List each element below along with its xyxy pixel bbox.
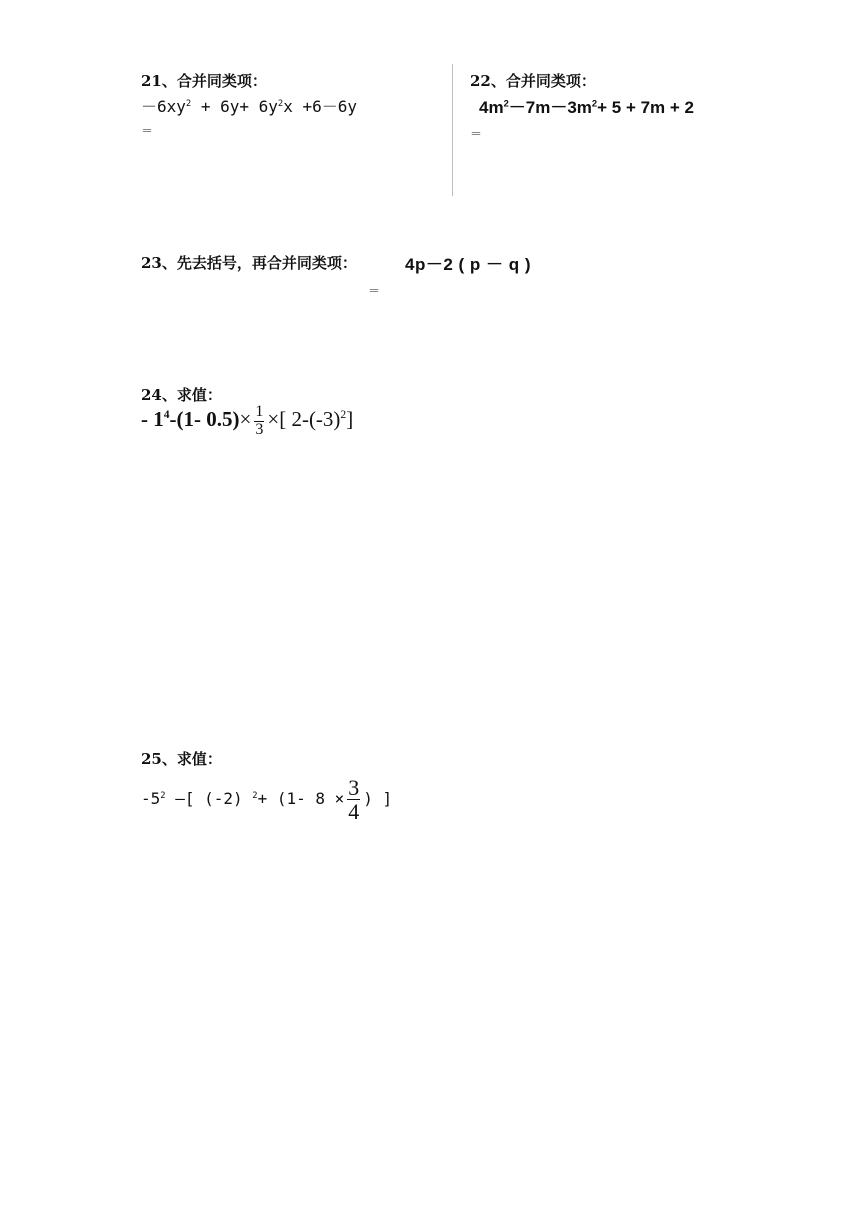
q24-expr-part: -(1- 0.5)	[169, 407, 240, 432]
q22-equals: ＝	[470, 127, 483, 141]
q25-expr-part: + (1- 8 ×	[257, 789, 345, 809]
q25-expr-part: –[ (-2)	[165, 789, 253, 809]
q24-fraction-numerator: 1	[255, 403, 264, 420]
q25-exponent: 2	[252, 790, 258, 801]
q21-expression	[141, 94, 357, 117]
q22-exponent: 2	[591, 98, 598, 109]
q25-exponent: 2	[160, 790, 166, 801]
q23-expression: 4p－2 ( p － q )	[405, 255, 531, 274]
q25-expression	[141, 776, 392, 823]
q25-fraction-numerator: 3	[348, 775, 360, 800]
q24-heading: 24、求值：	[141, 386, 222, 404]
q24-exponent: 4	[163, 409, 170, 422]
q25-expr-part: ) ]	[363, 789, 393, 809]
q24-times-sign: ×	[239, 407, 252, 432]
q24-exponent: 2	[340, 409, 347, 422]
q22-exponent: 2	[503, 98, 509, 109]
q24-fraction-denominator: 3	[255, 420, 264, 438]
q21-exponent: 2	[277, 98, 284, 109]
q25-expr-part: -5	[141, 789, 161, 809]
column-divider	[452, 64, 453, 196]
q23-equals: ＝	[368, 284, 381, 298]
q22-expr-part: －7m－3m	[508, 98, 592, 117]
q22-expr-part: + 5 + 7m + 2	[597, 98, 695, 117]
q24-expr-part: ]	[346, 407, 354, 432]
q25-fraction-denominator: 4	[348, 799, 360, 825]
q21-expr-part: + 6y+ 6y	[191, 97, 278, 116]
q24-fraction	[254, 404, 264, 439]
q23-heading: 23、先去括号，再合并同类项：	[141, 254, 357, 272]
q25-fraction	[347, 776, 360, 823]
q22-expr-part: 4m	[479, 98, 504, 117]
q22-expression	[479, 93, 694, 118]
q21-expr-part: －6xy	[141, 97, 186, 116]
q21-expr-part: x +6－6y	[283, 97, 358, 116]
q24-expression	[141, 404, 353, 439]
q24-expr-part: - 1	[141, 407, 164, 432]
q21-equals: ＝	[141, 124, 154, 138]
q21-heading: 21、合并同类项：	[141, 72, 267, 90]
q21-exponent: 2	[185, 98, 192, 109]
q24-expr-part: ×[ 2-(-3)	[267, 407, 341, 432]
q22-heading: 22、合并同类项：	[470, 72, 596, 90]
q25-heading: 25、求值：	[141, 750, 222, 768]
